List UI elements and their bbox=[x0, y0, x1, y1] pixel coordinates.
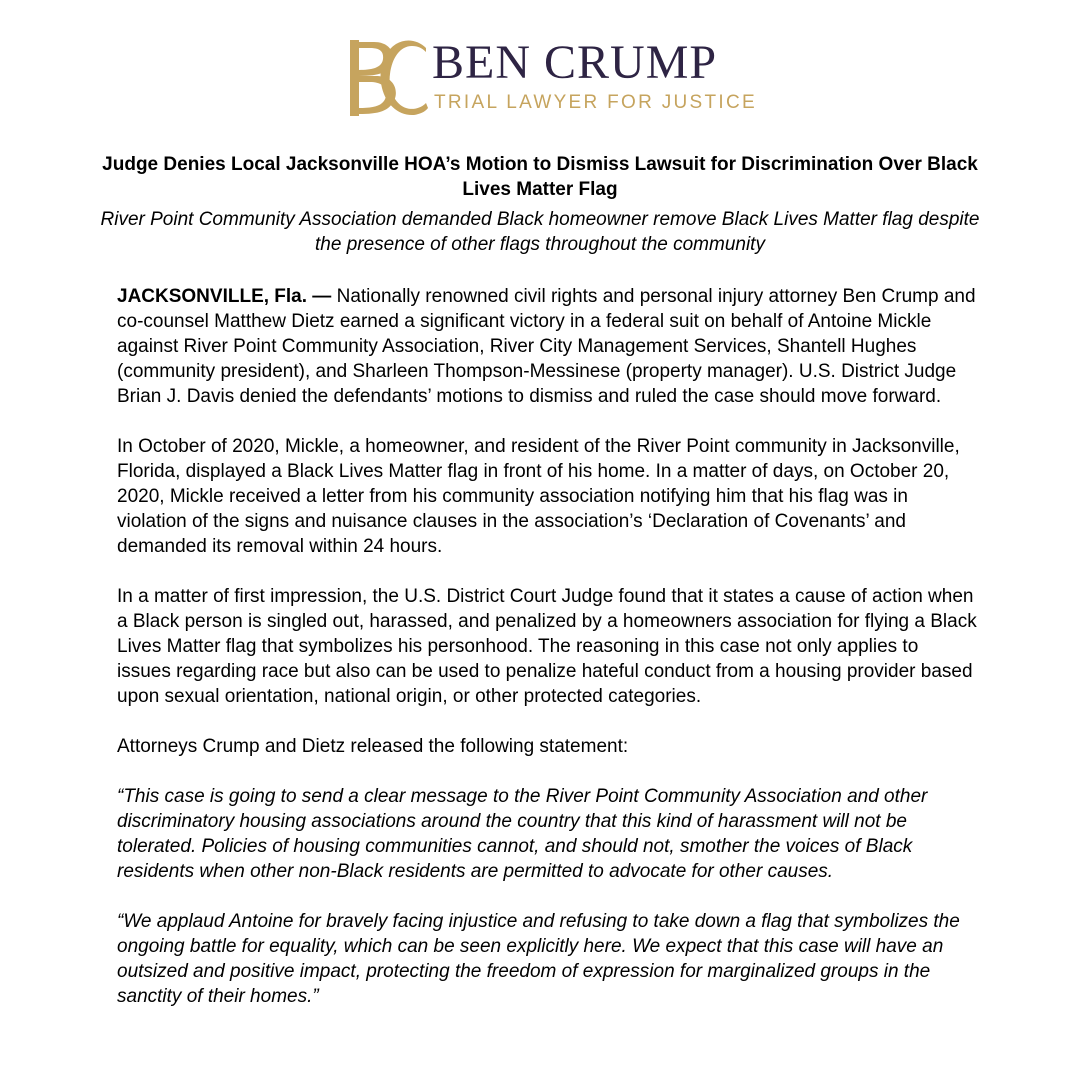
dateline: JACKSONVILLE, Fla. — bbox=[117, 286, 332, 307]
paragraph-1-text: Nationally renowned civil rights and personal injury attorney Ben Crump and co-counsel Matthew Dietz earned a significant victory in a federal suit on behalf of Antoine Mickle against River Point Community Association, River City Management Services, Shantell Hughes (community president), and Sharleen Thompson-Messinese (property manager). U.S. District Judge Brian J. Davis denied the defendants’ motions to dismiss and ruled the case should move forward. bbox=[117, 286, 976, 407]
paragraph-3: In a matter of first impression, the U.S. District Court Judge found that it states a cause of action when a Black person is singled out, harassed, and penalized by a homeowners association for flying a Black Lives Matter flag that symbolizes his personhood. The reasoning in this case not only applies to issues regarding race but also can be used to penalize hateful conduct from a housing provider based upon sexual orientation, national origin, or other protected categories. bbox=[117, 586, 977, 707]
article-body bbox=[117, 284, 977, 1034]
quote-1: “This case is going to send a clear message to the River Point Community Association and other discriminatory housing associations around the country that this kind of harassment will not be tolerated. Policies of housing communities cannot, and should not, smother the voices of Black residents when other non-Black residents are permitted to advocate for other causes. bbox=[117, 786, 928, 882]
logo-tagline: TRIAL LAWYER FOR JUSTICE bbox=[434, 92, 757, 113]
ben-crump-logo bbox=[340, 36, 757, 122]
paragraph-1 bbox=[117, 284, 977, 409]
paragraph-4: Attorneys Crump and Dietz released the following statement: bbox=[117, 736, 629, 757]
headline-title: Judge Denies Local Jacksonville HOA’s Motion to Dismiss Lawsuit for Discrimination Over Black Lives Matter Flag bbox=[102, 154, 978, 200]
quote-2: “We applaud Antoine for bravely facing injustice and refusing to take down a flag that symbolizes the ongoing battle for equality, which can be seen explicitly here. We expect that this case will have an outsized and positive impact, protecting the freedom of expression for marginalized groups in the sanctity of their homes.” bbox=[117, 911, 960, 1007]
headline-subtitle: River Point Community Association demanded Black homeowner remove Black Lives Matter flag despite the presence of other flags throughout the community bbox=[100, 209, 980, 255]
bc-monogram-icon bbox=[340, 36, 430, 120]
logo-name: BEN CRUMP bbox=[432, 36, 718, 89]
paragraph-2: In October of 2020, Mickle, a homeowner, and resident of the River Point community in Jacksonville, Florida, displayed a Black Lives Matter flag in front of his home. In a matter of days, on October 20, 2020, Mickle received a letter from his community association notifying him that his flag was in violation of the signs and nuisance clauses in the association’s ‘Declaration of Covenants’ and demanded its removal within 24 hours. bbox=[117, 436, 960, 557]
